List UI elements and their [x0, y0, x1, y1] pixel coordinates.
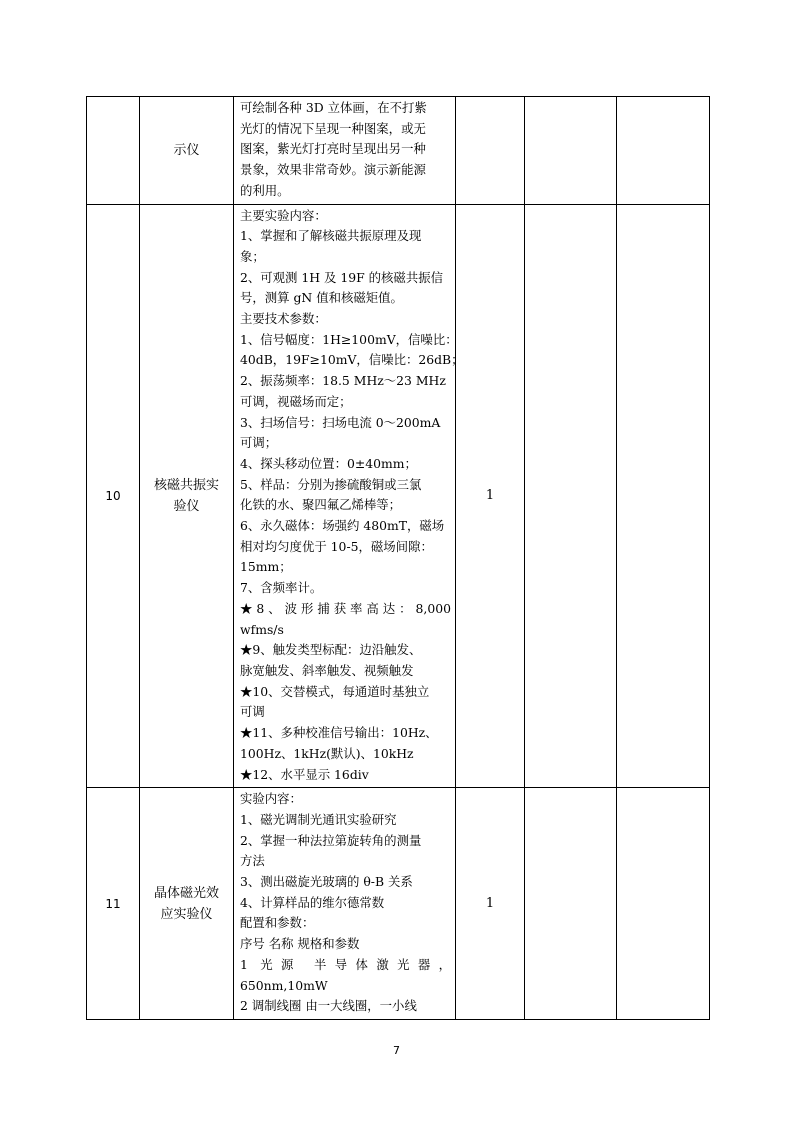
- spec-line: 配置和参数：: [240, 915, 315, 931]
- spec-line: 3、扫场信号：扫场电流 0～200mA: [240, 414, 441, 430]
- spec-line: 40dB，19F≥10mV，信噪比：26dB；: [240, 352, 464, 368]
- spec-line: 4、计算样品的维尔德常数: [240, 894, 385, 910]
- spec-line: 3、测出磁旋光玻璃的 θ-B 关系: [240, 874, 413, 890]
- spec-line: 图案，紫光灯打亮时呈现出另一种: [240, 141, 426, 157]
- item-name-line: 应实验仪: [160, 906, 213, 922]
- item-name-line: 晶体磁光效: [153, 885, 219, 901]
- spec-line: 化铁的水、聚四氟乙烯棒等；: [240, 497, 402, 513]
- table-row: [87, 97, 710, 205]
- table-row: [87, 204, 710, 788]
- spec-line: 1、掌握和了解核磁共振原理及现: [240, 228, 422, 244]
- spec-line: 100Hz、1kHz(默认)、10kHz: [240, 745, 414, 761]
- empty-cell-a: [525, 97, 617, 205]
- item-name-cell: [140, 204, 234, 788]
- item-spec-cell: [234, 788, 456, 1020]
- spec-line: 序号 名称 规格和参数: [240, 936, 360, 952]
- empty-cell-a: [525, 204, 617, 788]
- page-number: 7: [393, 1044, 400, 1057]
- spec-line: 5、样品：分别为掺硫酸铜或三氯: [240, 476, 422, 492]
- item-number-cell: 10: [87, 204, 140, 788]
- empty-cell-b: [617, 788, 710, 1020]
- item-name-line: 验仪: [173, 498, 200, 514]
- spec-line: 1 光源 半导体激光器，: [240, 956, 451, 972]
- quantity-cell: [456, 97, 525, 205]
- spec-line: 2、可观测 1H 及 19F 的核磁共振信: [240, 269, 443, 285]
- spec-line: 主要技术参数：: [240, 311, 327, 327]
- item-name-cell: [140, 97, 234, 205]
- quantity-cell: 1: [456, 788, 525, 1020]
- spec-line: 脉宽触发、斜率触发、视频触发: [240, 662, 414, 678]
- equipment-spec-table: [86, 96, 710, 1020]
- table-body: [87, 97, 710, 1020]
- item-name-line: 示仪: [173, 142, 200, 158]
- spec-line: 650nm,10mW: [240, 977, 328, 993]
- spec-line: 6、永久磁体：场强约 480mT，磁场: [240, 518, 445, 534]
- item-spec-cell: [234, 97, 456, 205]
- spec-line: 号，测算 gN 值和核磁矩值。: [240, 290, 403, 306]
- spec-line: 相对均匀度优于 10-5，磁场间隙：: [240, 538, 433, 554]
- spec-line: 景象，效果非常奇妙。演示新能源: [240, 162, 426, 178]
- spec-line: 2、掌握一种法拉第旋转角的测量: [240, 832, 422, 848]
- spec-line: 可调；: [240, 435, 278, 451]
- item-spec-cell: [234, 204, 464, 788]
- spec-line: ★9、触发类型标配：边沿触发、: [240, 642, 422, 658]
- spec-line: 15mm；: [240, 559, 292, 575]
- spec-line: ★12、水平显示 16div: [240, 766, 369, 782]
- empty-cell-b: [617, 204, 710, 788]
- spec-line: 主要实验内容：: [240, 207, 327, 223]
- spec-line: ★8、波形捕获率高达：8,000: [240, 600, 451, 616]
- item-name-line: 核磁共振实: [153, 477, 219, 493]
- spec-line: 可调，视磁场而定；: [240, 393, 352, 409]
- spec-line: 1、信号幅度：1H≥100mV，信噪比：: [240, 331, 458, 347]
- spec-line: 1、磁光调制光通讯实验研究: [240, 811, 397, 827]
- quantity-cell: 1: [456, 204, 525, 788]
- spec-line: 4、探头移动位置：0±40mm；: [240, 455, 417, 471]
- spec-line: 的利用。: [240, 182, 290, 198]
- spec-line: 可绘制各种 3D 立体画，在不打紫: [240, 100, 427, 115]
- item-number-cell: 11: [87, 788, 140, 1020]
- empty-cell-a: [525, 788, 617, 1020]
- spec-line: 实验内容：: [240, 791, 302, 807]
- item-number-cell: [87, 97, 140, 205]
- item-name-cell: [140, 788, 234, 1020]
- spec-line: wfms/s: [240, 621, 284, 637]
- spec-line: 象；: [240, 248, 265, 264]
- spec-line: 方法: [240, 853, 265, 869]
- spec-line: ★11、多种校准信号输出：10Hz、: [240, 725, 438, 741]
- table-row: [87, 788, 710, 1020]
- spec-line: 可调: [240, 704, 265, 720]
- empty-cell-b: [617, 97, 710, 205]
- spec-line: ★10、交替模式，每通道时基独立: [240, 683, 430, 699]
- spec-line: 2、振荡频率：18.5 MHz～23 MHz: [240, 373, 446, 389]
- spec-line: 2 调制线圈 由一大线圈，一小线: [240, 998, 417, 1014]
- spec-line: 7、含频率计。: [240, 580, 323, 596]
- spec-line: 光灯的情况下呈现一种图案，或无: [240, 120, 426, 136]
